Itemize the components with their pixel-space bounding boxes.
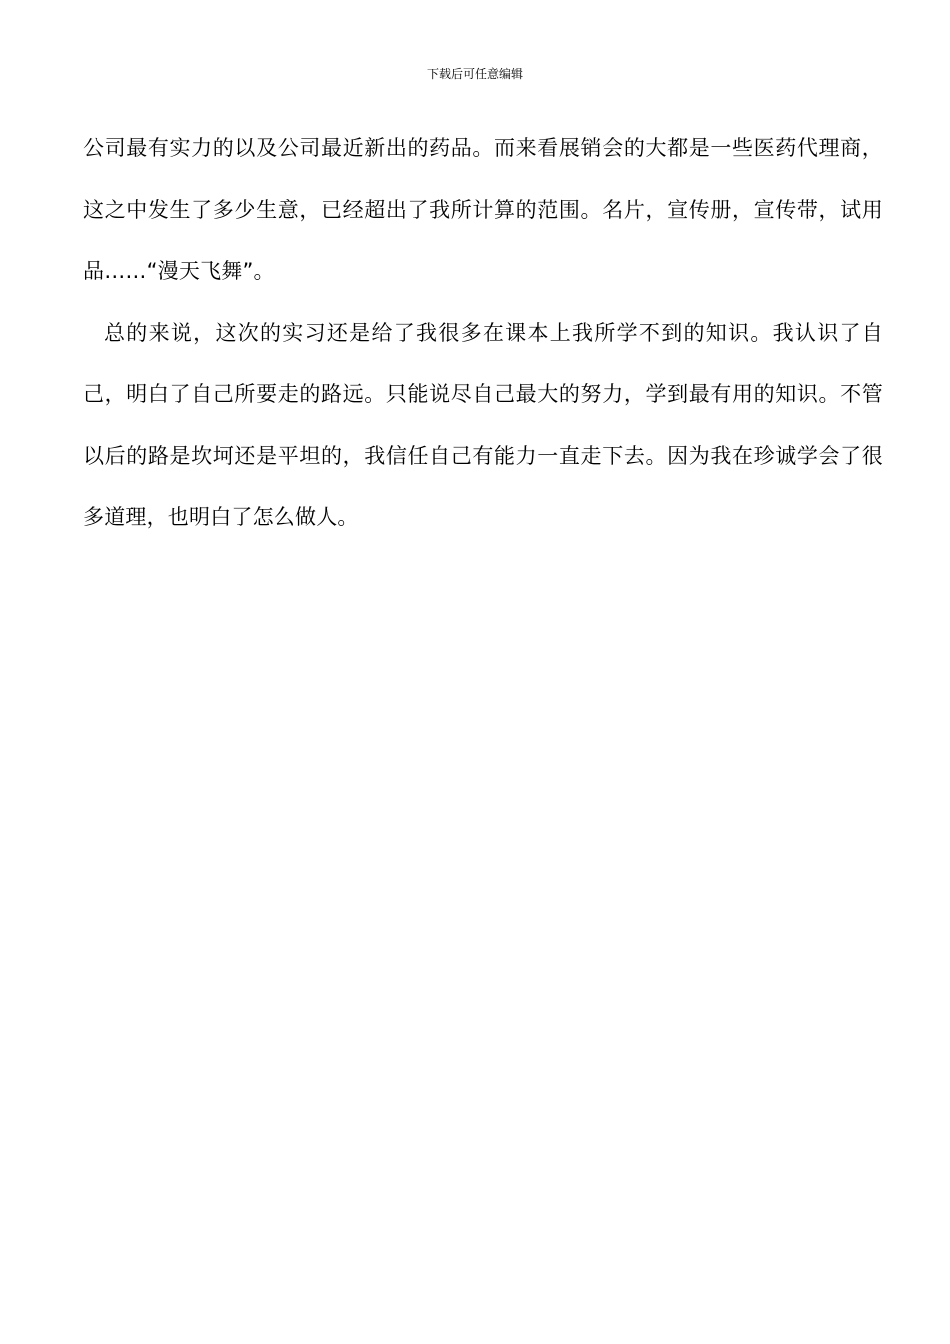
paragraph-2: 总的来说，这次的实习还是给了我很多在课本上我所学不到的知识。我认识了自己，明白了自己所要走的路远。只能说尽自己最大的努力，学到最有用的知识。不管以后的路是坎坷还是平坦的，我信任自己有能力一直走下去。因为我在珍诚学会了很多道理，也明白了怎么做人。 — [83, 320, 883, 529]
paragraph-1: 公司最有实力的以及公司最近新出的药品。而来看展销会的大都是一些医药代理商，这之中发生了多少生意，已经超出了我所计算的范围。名片，宣传册，宣传带，试用品……“漫天飞舞”。 — [83, 136, 883, 283]
page-header: 下载后可任意编辑 — [426, 67, 523, 81]
document-body — [83, 118, 883, 549]
